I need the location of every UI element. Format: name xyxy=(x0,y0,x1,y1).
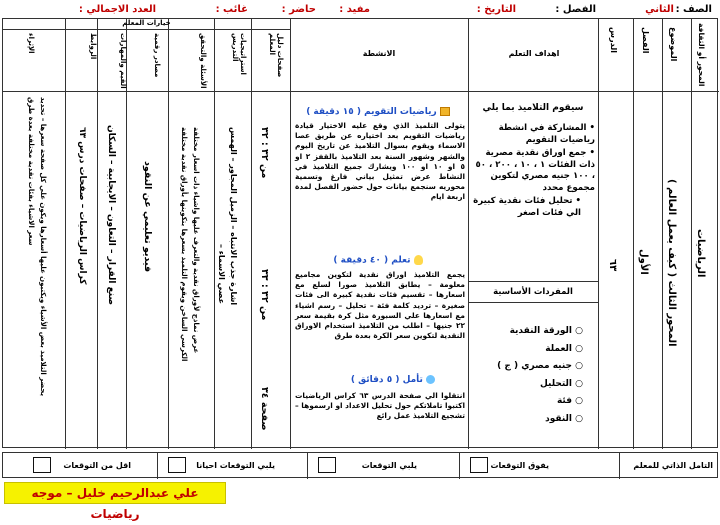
vocab-item: ○ الورقة النقدية xyxy=(509,326,583,336)
activity-3-text: انتقلوا الي صفحة الدرس ٦٣ كراس الرياضيات اكتبوا تاملاتكم حول تحليل الاعداد او ارسموها – تشجيع التلاميذ عمل رائع xyxy=(295,391,465,421)
sometimes-checkbox[interactable] xyxy=(168,457,186,473)
sometimes-label: يلبي التوقعات احيانا xyxy=(196,461,275,470)
col-book-pages: صفحات دليل المعلم xyxy=(268,33,284,78)
lightbulb-icon xyxy=(414,255,423,265)
questions-1: عرض نماذج لأوراق نقدية والتعرف عليها واشياء ذات اسعار مختلفة xyxy=(192,127,200,354)
col-digital: مصادر رقمية xyxy=(153,33,161,78)
lesson-value: ٦٣ xyxy=(607,259,618,272)
domain-value: الرياضيات xyxy=(695,229,706,278)
semester-value: الأول xyxy=(638,249,649,275)
objective-item: • تحليل فئات نقدية كبيرة الي فئات اصغر xyxy=(473,196,581,218)
questions-2: الكرسي الساخن ويقوم التلميذ بسعرها بتكوينها بأوراق نقدية مختلفة xyxy=(180,127,188,362)
col-objectives: اهداف التعلم xyxy=(508,49,560,58)
col-teacher-options: خيارات المعلم xyxy=(122,19,171,27)
enrichment-2: سعر الاشياء بفئات نقدية مختلفة بعدة طرق xyxy=(27,97,35,246)
col-topic: الموضوع xyxy=(669,27,678,62)
activity-1-title: رياضيات التقويم ( ١٥ دقيقة ) xyxy=(303,107,453,117)
self-reflection-row xyxy=(2,452,718,478)
pages-1: من ٣٢ : ٣٢ xyxy=(259,127,270,179)
objectives-list xyxy=(471,123,595,219)
activity-2-text: يجمع التلاميذ اوراق نقدية لتكوين مجاميع معلومة – يطابق التلاميذ صورا لسلع مع اسعارها – تقسيم فئات نقدية كبيرة الى فئات صغيرة – ترديد كلمة فئة – تحليل – رسم اشياء مع اسعارها علي السبورة مثل كرة بقيمة سعر ٢٢ جنيها – اطلب من التلاميذ استخدام الاوراق النقدية لتكوين سعر الكرة بعدة طرق xyxy=(295,270,465,341)
pages-3: صفحة ٣٤ xyxy=(259,387,270,431)
activity-2-title: تعلم ( ٤٠ دقيقة ) xyxy=(303,255,453,266)
calendar-icon xyxy=(440,107,450,116)
col-activities: الانشطة xyxy=(362,49,396,58)
col-strategies: استراتيجيات التدريس xyxy=(231,33,247,75)
exceeds-checkbox[interactable] xyxy=(470,457,488,473)
col-lesson: الدرس xyxy=(609,27,618,54)
total-label: العدد الاجمالي : xyxy=(78,4,156,15)
vocab-item: ○ العملة xyxy=(545,343,583,354)
useful-label: مفيد : xyxy=(339,4,370,15)
digital-value: فيديو تعليمي عن النقود xyxy=(142,161,153,273)
objectives-intro: سيقوم التلاميذ بما يلي xyxy=(482,103,584,113)
col-enrichment: الإثراء xyxy=(27,33,35,54)
col-values: القيم والمهارات xyxy=(119,33,127,89)
supervisor-signature: علي عبدالرحيم خليل – موجه رياضيات xyxy=(4,482,226,504)
vocab-list xyxy=(471,323,583,428)
vocab-item: ○ جنيه مصري ( ج ) xyxy=(497,361,583,371)
vocab-item: ○ التحليل xyxy=(539,378,583,389)
col-links: الروابط xyxy=(89,33,97,60)
col-semester: الفصل xyxy=(641,27,650,54)
meets-label: يلبي التوقعات xyxy=(361,461,417,470)
self-reflection-label: التامل الذاتي للمعلم xyxy=(633,461,713,470)
exceeds-label: يفوق التوقعات xyxy=(490,461,549,470)
values-value: صنع القرار – التعاون – الايجابية – السكان xyxy=(106,125,116,306)
class-label: الفصل : xyxy=(555,4,596,15)
activity-1-text: يتولى التلميذ الذي وقع عليه الاختيار قيادة رياضيات التقويم بعد اختياره عن طريق عصا الاسماء ويقوم بسوال التلاميذ عن تاريخ اليوم والشهر وشهور السنة بعد التلاميذ بالقفز ٢ او ٥ او ١٠ او ١٠٠ ويشارك جميع التلاميذ في النشاط عرض تمثيل بياني فارغ وتسمية محوريه سنجمع بيانات حول حضور الفصل لمدة اربعة ايام xyxy=(295,121,465,202)
objective-item: • جمع اوراق نقدية مصرية ذات الفئات ١ ، ١٠ ، ٢٠٠ ، ٥٠ ، ١٠٠ جنيه مصري لتكوين مجموع محدد xyxy=(475,148,595,193)
pages-2: من ٣٢ : ٣٣ xyxy=(259,269,270,321)
objective-item: • المشاركة في انشطة رياضيات التقويم xyxy=(498,123,595,145)
below-label: اقل من التوقعات xyxy=(63,461,131,470)
vocab-item: ○ فئة xyxy=(556,396,583,406)
present-label: حاضر : xyxy=(281,4,316,15)
vocab-item: ○ النقود xyxy=(545,413,583,424)
col-domain: المحور أو الثقافة xyxy=(697,23,706,87)
meets-checkbox[interactable] xyxy=(318,457,336,473)
strategies-2: – عصي الاسماء xyxy=(217,244,226,305)
reflect-icon xyxy=(426,375,435,384)
vocab-title: المفردات الأساسية xyxy=(493,287,573,297)
strategies-1: اشارة جذب الانتباه – الزميل المجاور – الهمس xyxy=(229,127,238,306)
topic-value: المحور الثالث ( كيف يعمل العالم ) xyxy=(666,179,677,347)
lesson-plan-table xyxy=(2,18,718,448)
below-checkbox[interactable] xyxy=(33,457,51,473)
grade-value: الثاني xyxy=(645,4,674,15)
absent-label: غائب : xyxy=(215,4,248,15)
col-questions: الأسئلة والتحقق xyxy=(199,33,207,89)
activity-3-title: تأمل ( ٥ دقائق ) xyxy=(333,375,453,385)
grade-label: الصف : xyxy=(675,4,712,15)
enrichment-1: يحضر التلاميذ بعض الأشياء ويكتبون عليها أسعارها ويكون علي كل صفحة سعرها – تحديد xyxy=(39,97,47,397)
date-label: التاريخ : xyxy=(476,4,516,15)
header-bar xyxy=(0,0,716,18)
links-value: كراس الرياضيات – صفحات درس ٦٣ xyxy=(77,127,87,285)
